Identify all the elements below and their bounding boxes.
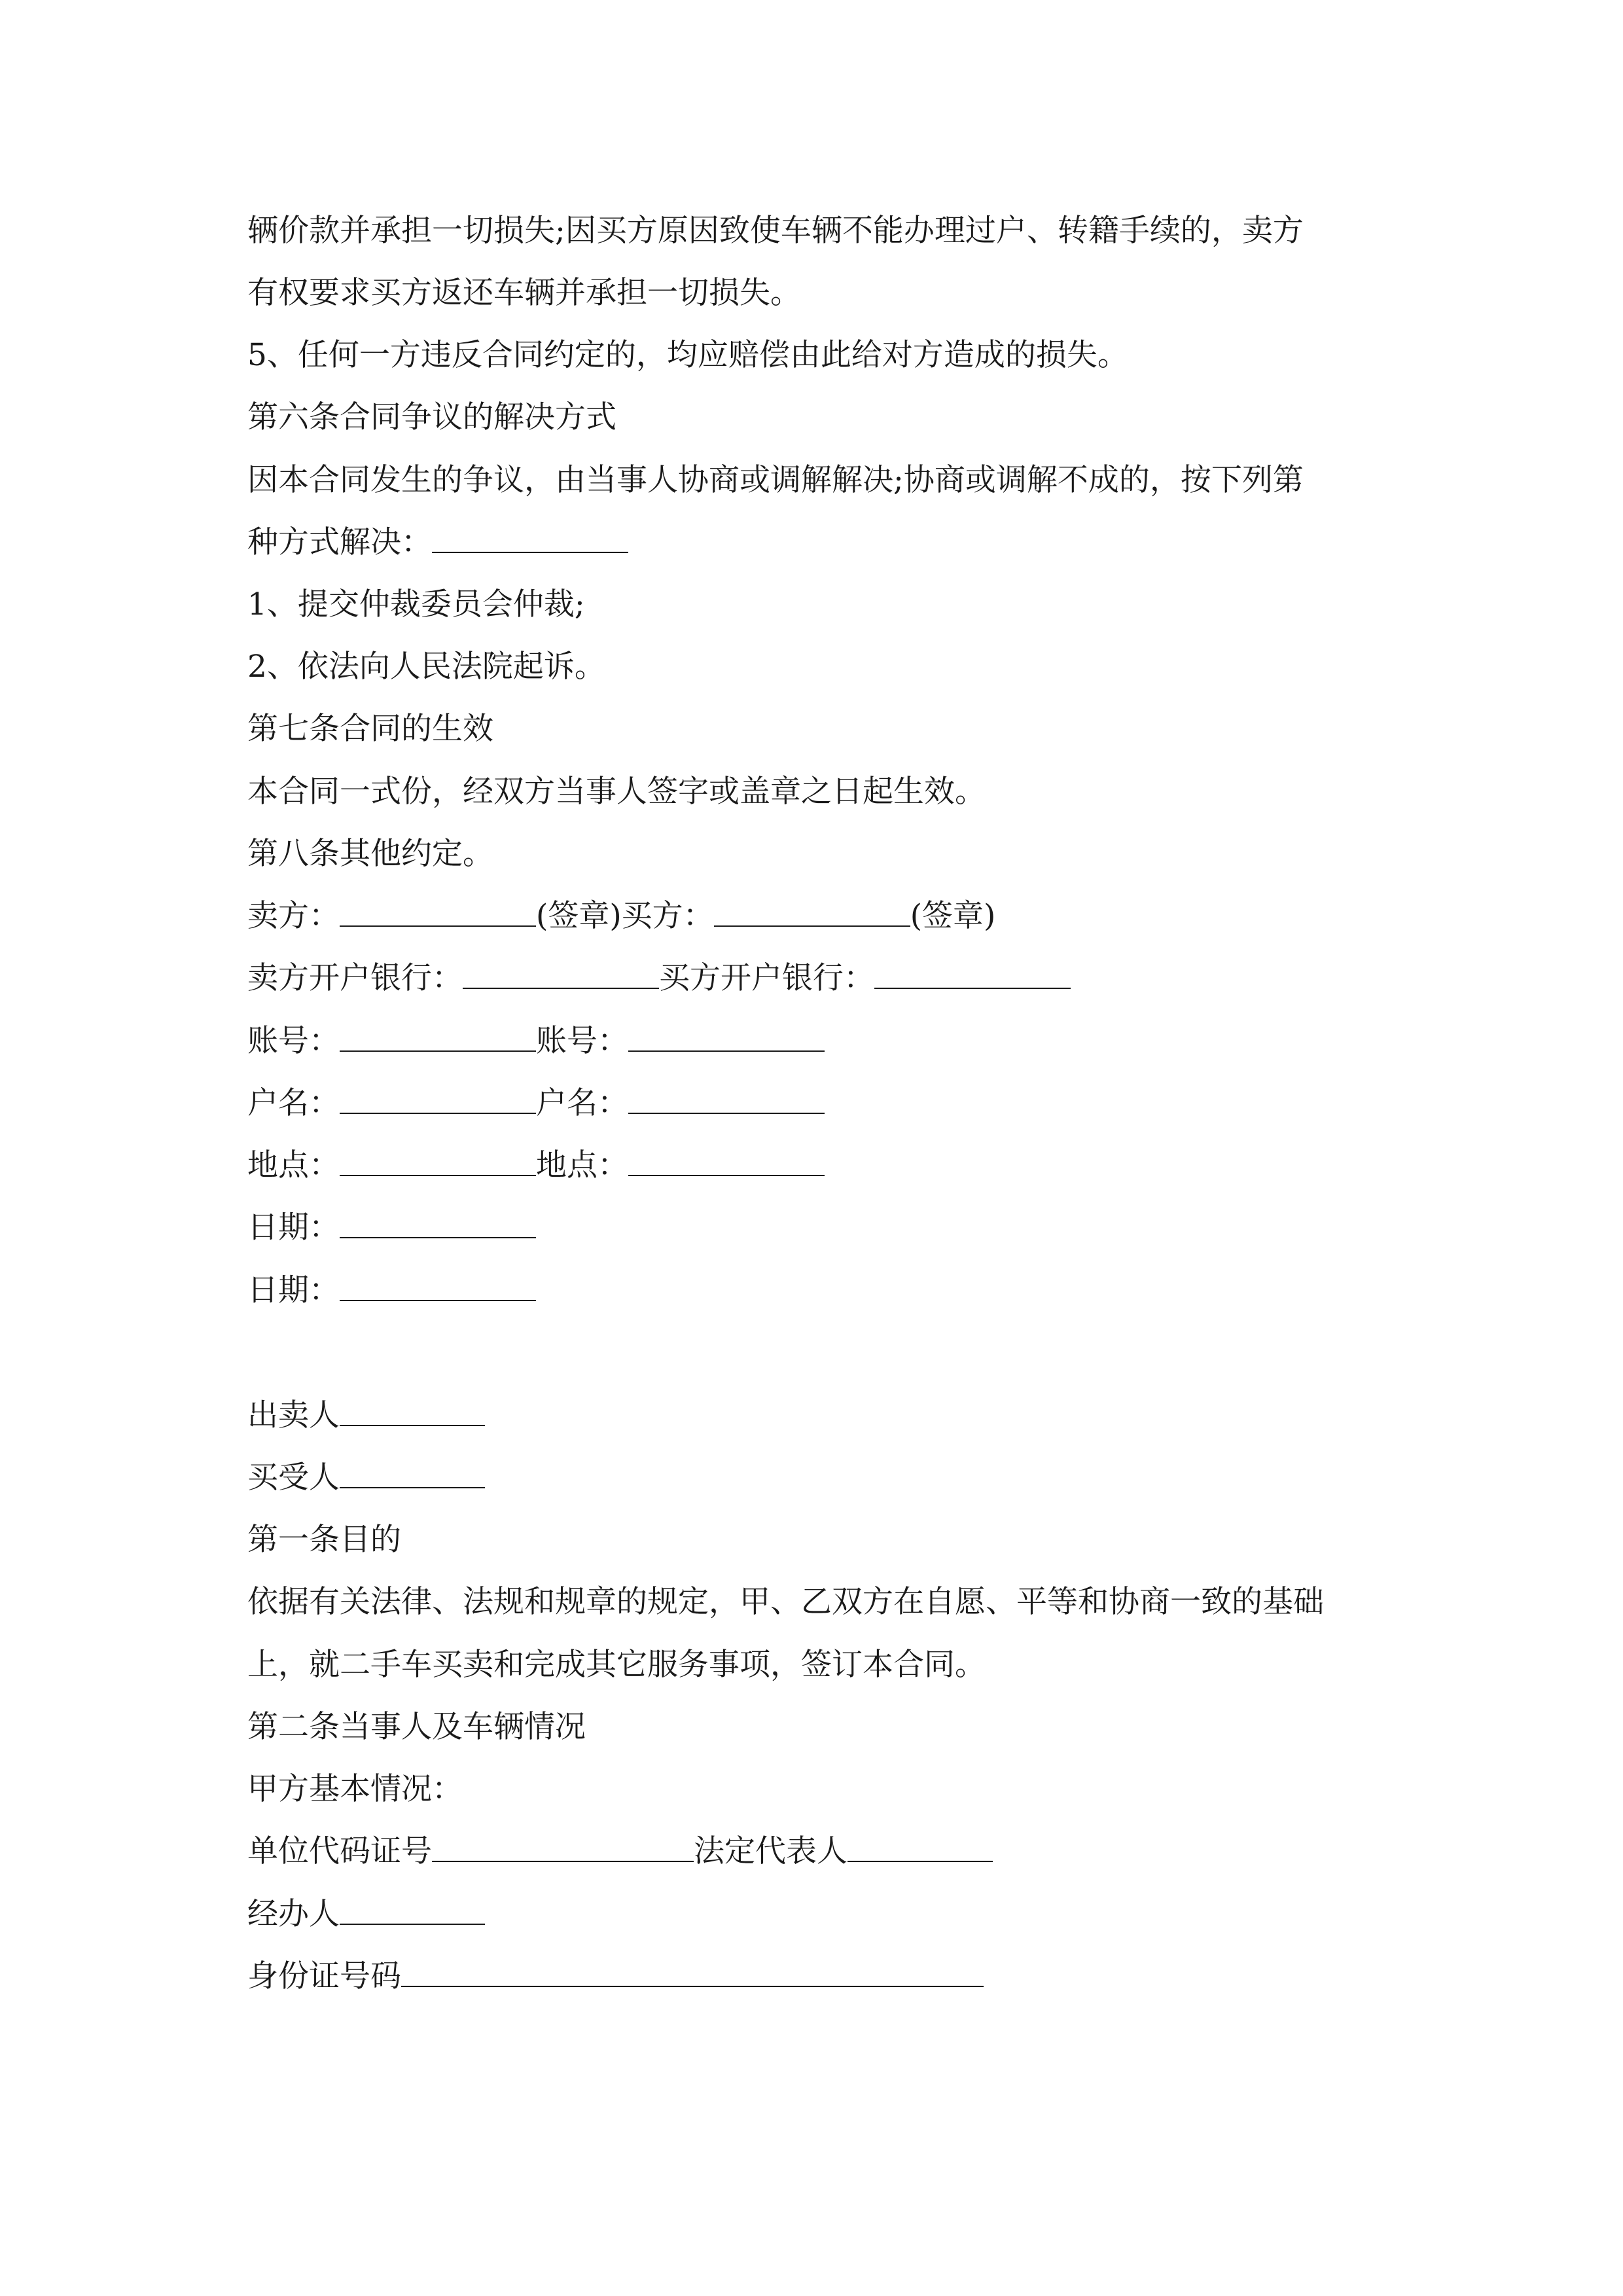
account-name-label: 户名： — [536, 1085, 628, 1121]
resolution-label: 种方式解决： — [247, 524, 432, 560]
buyer-row — [247, 1446, 485, 1509]
seller-row — [247, 1384, 485, 1447]
org-code-label: 单位代码证号 — [247, 1833, 432, 1869]
seller-person-blank[interactable] — [340, 1384, 485, 1426]
seller-account-blank[interactable] — [340, 1010, 536, 1052]
bank-row — [247, 947, 1071, 1010]
signature-row — [247, 885, 995, 948]
seller-person-label: 出卖人 — [247, 1397, 340, 1433]
seal-buyer-label: (签章)买方： — [536, 898, 714, 934]
legal-rep-blank[interactable] — [847, 1820, 993, 1862]
buyer-account-name-blank[interactable] — [628, 1072, 825, 1114]
date-label: 日期： — [247, 1210, 340, 1246]
resolution-blank[interactable] — [432, 511, 628, 553]
id-number-label: 身份证号码 — [247, 1958, 401, 1994]
account-row — [247, 1010, 825, 1073]
section-heading: 第六条合同争议的解决方式 — [247, 399, 616, 435]
date-label: 日期： — [247, 1272, 340, 1308]
buyer-signature-blank[interactable] — [714, 885, 910, 927]
seller-bank-blank[interactable] — [463, 947, 659, 989]
account-name-row — [247, 1072, 825, 1135]
handler-row — [247, 1883, 485, 1946]
location-row — [247, 1134, 825, 1197]
buyer-person-label: 买受人 — [247, 1460, 340, 1496]
seller-account-name-blank[interactable] — [340, 1072, 536, 1114]
account-name-label: 户名： — [247, 1085, 340, 1121]
handler-blank[interactable] — [340, 1883, 485, 1925]
section-heading: 第八条其他约定。 — [247, 836, 493, 872]
list-item: 2、依法向人民法院起诉。 — [247, 649, 605, 685]
location-label: 地点： — [536, 1147, 628, 1183]
buyer-account-blank[interactable] — [628, 1010, 825, 1052]
text-line: 上，就二手车买卖和完成其它服务事项，签订本合同。 — [247, 1647, 986, 1683]
seller-bank-label: 卖方开户银行： — [247, 960, 463, 996]
text-line: 本合同一式份，经双方当事人签字或盖章之日起生效。 — [247, 774, 986, 810]
org-code-row — [247, 1820, 993, 1883]
seller-label: 卖方： — [247, 898, 340, 934]
id-number-blank[interactable] — [401, 1945, 984, 1987]
section-heading: 第二条当事人及车辆情况 — [247, 1709, 586, 1745]
handler-label: 经办人 — [247, 1896, 340, 1932]
seller-signature-blank[interactable] — [340, 885, 536, 927]
legal-rep-label: 法定代表人 — [694, 1833, 847, 1869]
buyer-bank-blank[interactable] — [874, 947, 1071, 989]
location-label: 地点： — [247, 1147, 340, 1183]
text-line: 依据有关法律、法规和规章的规定，甲、乙双方在自愿、平等和协商一致的基础 — [247, 1584, 1324, 1620]
buyer-person-blank[interactable] — [340, 1446, 485, 1488]
date-row — [247, 1196, 536, 1259]
seller-location-blank[interactable] — [340, 1134, 536, 1176]
date-blank[interactable] — [340, 1196, 536, 1238]
account-label: 账号： — [536, 1023, 628, 1059]
seal-label: (签章) — [910, 898, 996, 934]
org-code-blank[interactable] — [432, 1820, 694, 1862]
account-label: 账号： — [247, 1023, 340, 1059]
date-blank[interactable] — [340, 1259, 536, 1301]
text-line: 因本合同发生的争议，由当事人协商或调解解决;协商或调解不成的，按下列第 — [247, 462, 1304, 498]
date-row — [247, 1259, 536, 1322]
text-line: 有权要求买方返还车辆并承担一切损失。 — [247, 275, 801, 311]
text-line: 5、任何一方违反合同约定的，均应赔偿由此给对方造成的损失。 — [247, 337, 1128, 373]
section-heading: 第七条合同的生效 — [247, 711, 493, 747]
id-number-row — [247, 1945, 984, 2008]
buyer-bank-label: 买方开户银行： — [659, 960, 874, 996]
list-item: 1、提交仲裁委员会仲裁; — [247, 586, 585, 622]
buyer-location-blank[interactable] — [628, 1134, 825, 1176]
text-line: 甲方基本情况： — [247, 1771, 463, 1807]
text-line: 辆价款并承担一切损失;因买方原因致使车辆不能办理过户、转籍手续的，卖方 — [247, 213, 1304, 249]
section-heading: 第一条目的 — [247, 1522, 401, 1558]
text-line — [247, 511, 628, 574]
